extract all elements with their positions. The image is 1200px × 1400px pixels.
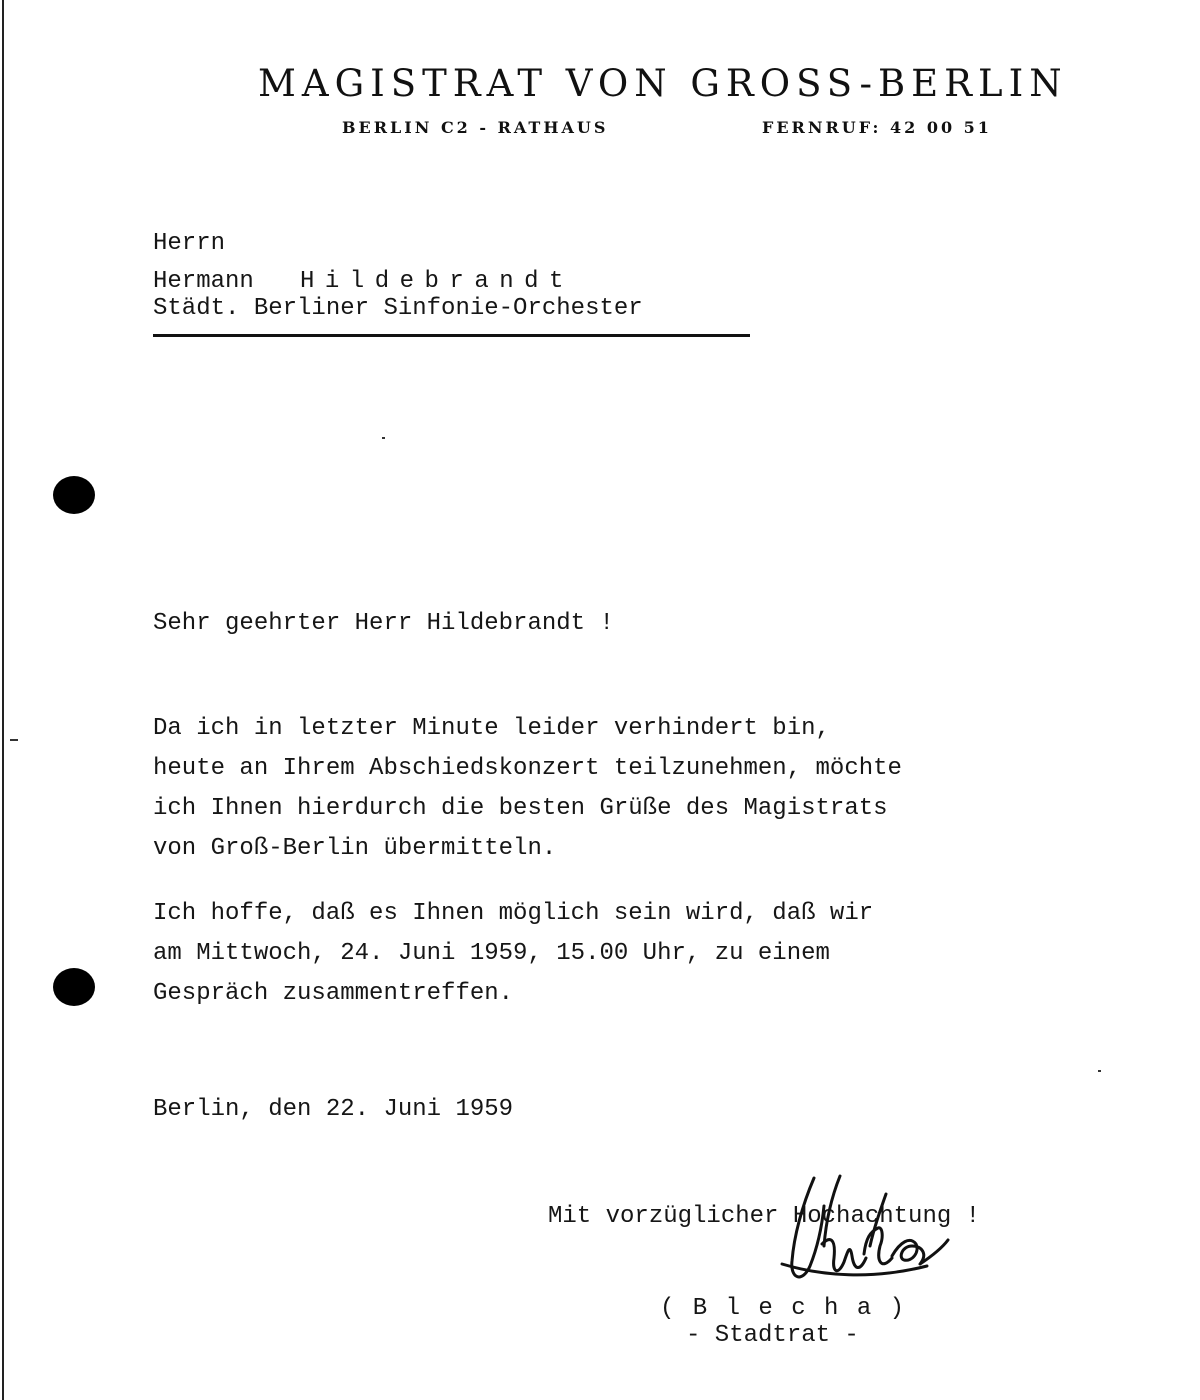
closing-text: Mit vorzüglicher Hochachtung ! [548, 1203, 981, 1230]
scan-speck [10, 739, 18, 741]
scan-edge-line [2, 0, 4, 1400]
scan-speck [382, 437, 385, 439]
letter-greeting: Sehr geehrter Herr Hildebrandt ! [153, 610, 614, 637]
signer-name: ( B l e c h a ) [660, 1295, 907, 1322]
body-line: von Groß-Berlin übermitteln. [153, 835, 557, 862]
body-line: Gespräch zusammentreffen. [153, 980, 514, 1007]
body-line: am Mittwoch, 24. Juni 1959, 15.00 Uhr, zu einem [153, 940, 830, 967]
signer-title: - Stadtrat - [686, 1322, 859, 1349]
letterhead-phone: FERNRUF: 42 00 51 [762, 118, 992, 137]
letterhead-address: BERLIN C2 - RATHAUS [342, 118, 609, 137]
handwritten-signature [752, 1166, 952, 1306]
body-line: heute an Ihrem Abschiedskonzert teilzunehmen, möchte [153, 755, 902, 782]
punch-hole-bottom [53, 968, 95, 1006]
recipient-first-name: Hermann [153, 268, 254, 295]
body-line: ich Ihnen hierdurch die besten Grüße des Magistrats [153, 795, 888, 822]
body-line: Da ich in letzter Minute leider verhindert bin, [153, 715, 830, 742]
letterhead-title: MAGISTRAT VON GROSS-BERLIN [258, 62, 1068, 105]
recipient-last-name: Hildebrandt [300, 268, 574, 295]
address-underline [153, 334, 750, 337]
body-line: Ich hoffe, daß es Ihnen möglich sein wird, daß wir [153, 900, 874, 927]
punch-hole-top [53, 476, 95, 514]
recipient-salutation: Herrn [153, 230, 226, 257]
date-line: Berlin, den 22. Juni 1959 [153, 1096, 514, 1123]
scan-speck [1098, 1070, 1101, 1072]
recipient-organization: Städt. Berliner Sinfonie-Orchester [153, 295, 643, 322]
